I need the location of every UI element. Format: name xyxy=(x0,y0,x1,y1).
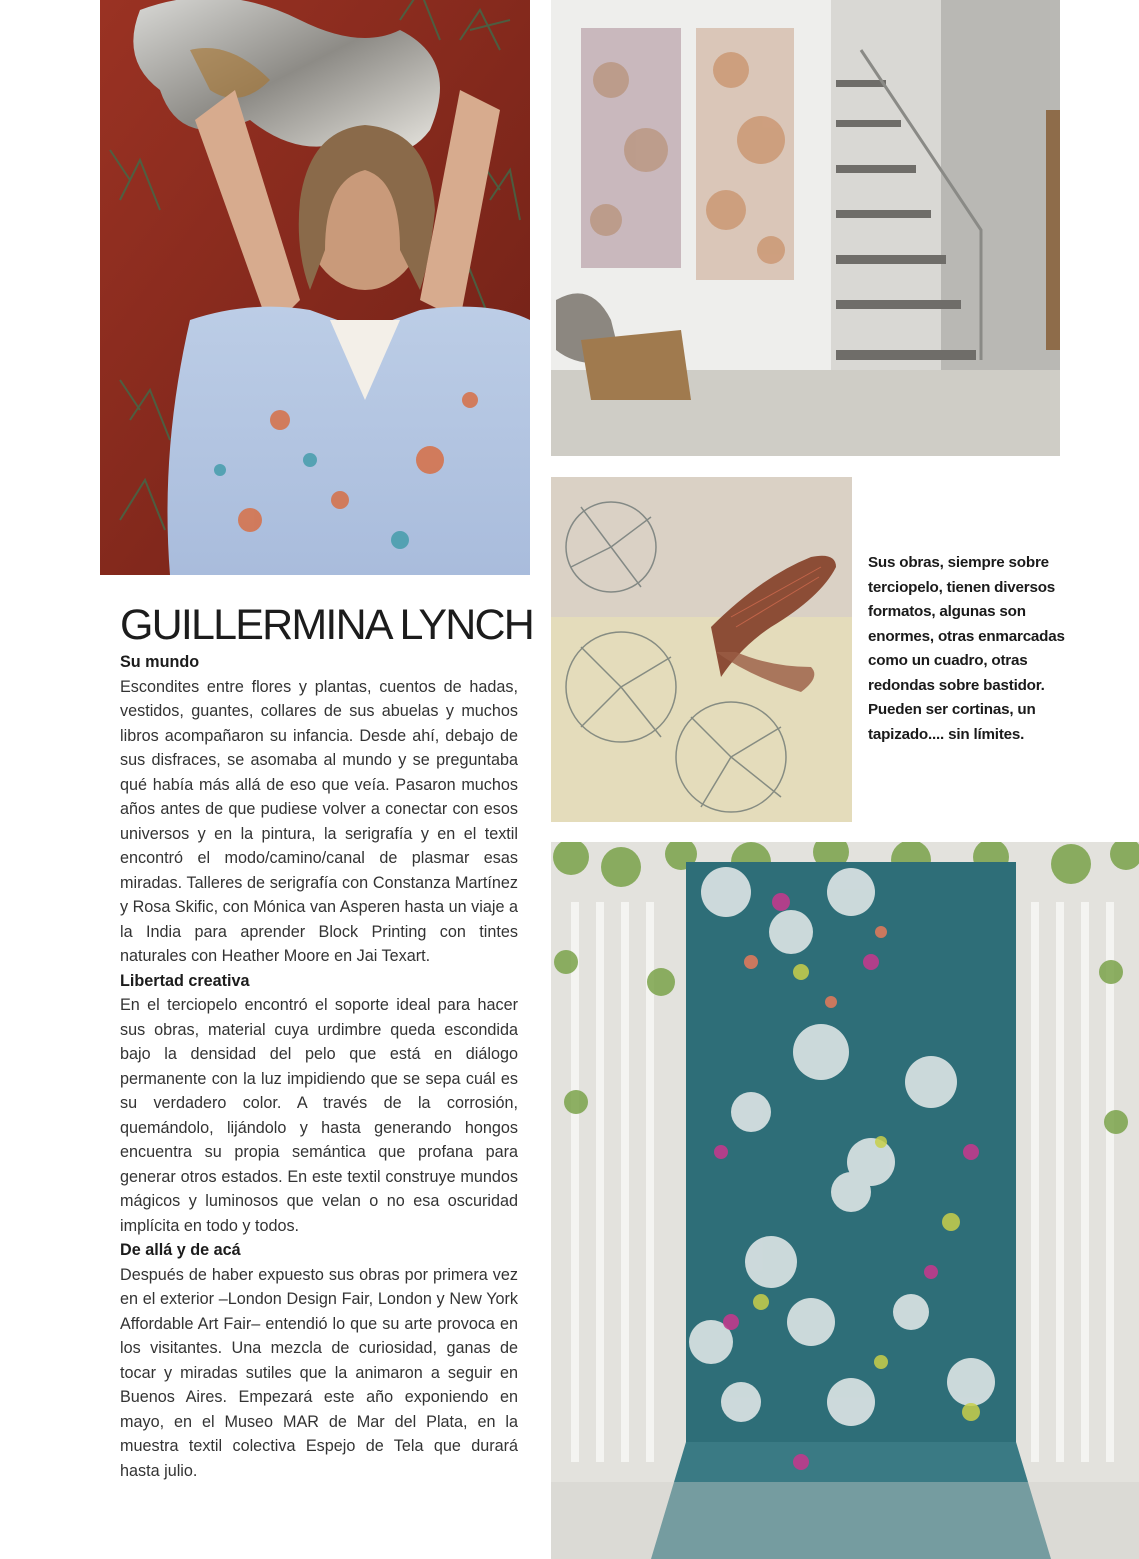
section-heading-de-alla-y-de-aca: De allá y de acá xyxy=(120,1241,241,1259)
section-text-libertad-creativa: En el terciopelo encontró el soporte ideal para hacer sus obras, material cuya urdimbre queda escondida bajo la densidad del pelo que está en diálogo permanente con la luz impidiendo que se sepa cuál es su verdadero color. A través de la corrosión, quemándolo, lijándolo y hasta generando hongos encuentra su propia semántica que profana para generar otros estados. En este textil construye mundos mágicos y luminosos que velan o no esa oscuridad implícita en todo y todos. xyxy=(120,996,518,1235)
section-text-de-alla-y-de-aca: Después de haber expuesto sus obras por primera vez en el exterior –London Design Fair, London y New York Affordable Art Fair– entendió lo que su arte provoca en los visitantes. Una mezcla de curiosidad, ganas de tocar y miradas sutiles que la animaron a seguir en Buenos Aires. Empezará este año exponiendo en mayo, en el Museo MAR de Mar del Plata, en la muestra textil colectiva Espejo de Tela que durará hasta julio. xyxy=(120,1265,518,1480)
section-heading-libertad-creativa: Libertad creativa xyxy=(120,971,250,990)
koi-detail-photo xyxy=(551,477,852,822)
velvet-textile-photo xyxy=(551,842,1139,1559)
artist-photo xyxy=(100,0,530,575)
article-title: GUILLERMINA LYNCH xyxy=(120,601,534,649)
photo-caption: Sus obras, siempre sobre terciopelo, tienen diversos formatos, algunas son enormes, otras enmarcadas como un cuadro, otras redondas sobre bastidor. Pueden ser cortinas, un tapizado.... sin límites. xyxy=(868,554,1065,743)
article xyxy=(120,600,534,1483)
section-text-su-mundo: Escondites entre flores y plantas, cuentos de hadas, vestidos, guantes, collares de sus abuelas y muchos libros acompañaron su infancia. Desde ahí, debajo de sus disfraces, se asomaba al mundo y se preguntaba qué había más allá de eso que veía. Pasaron muchos años antes de que pudiese volver a conectar con esos universos y en la pintura, la serigrafía y en el textil encontró el modo/camino/canal de plasmar esas miradas. Talleres de serigrafía con Constanza Martínez y Rosa Skific, con Mónica van Asperen hasta un viaje a la India para aprender Block Printing con tintes naturales con Heather Moore en Jai Texart. xyxy=(120,677,518,965)
interior-stair-photo xyxy=(551,0,1060,456)
section-heading-su-mundo: Su mundo xyxy=(120,653,200,671)
